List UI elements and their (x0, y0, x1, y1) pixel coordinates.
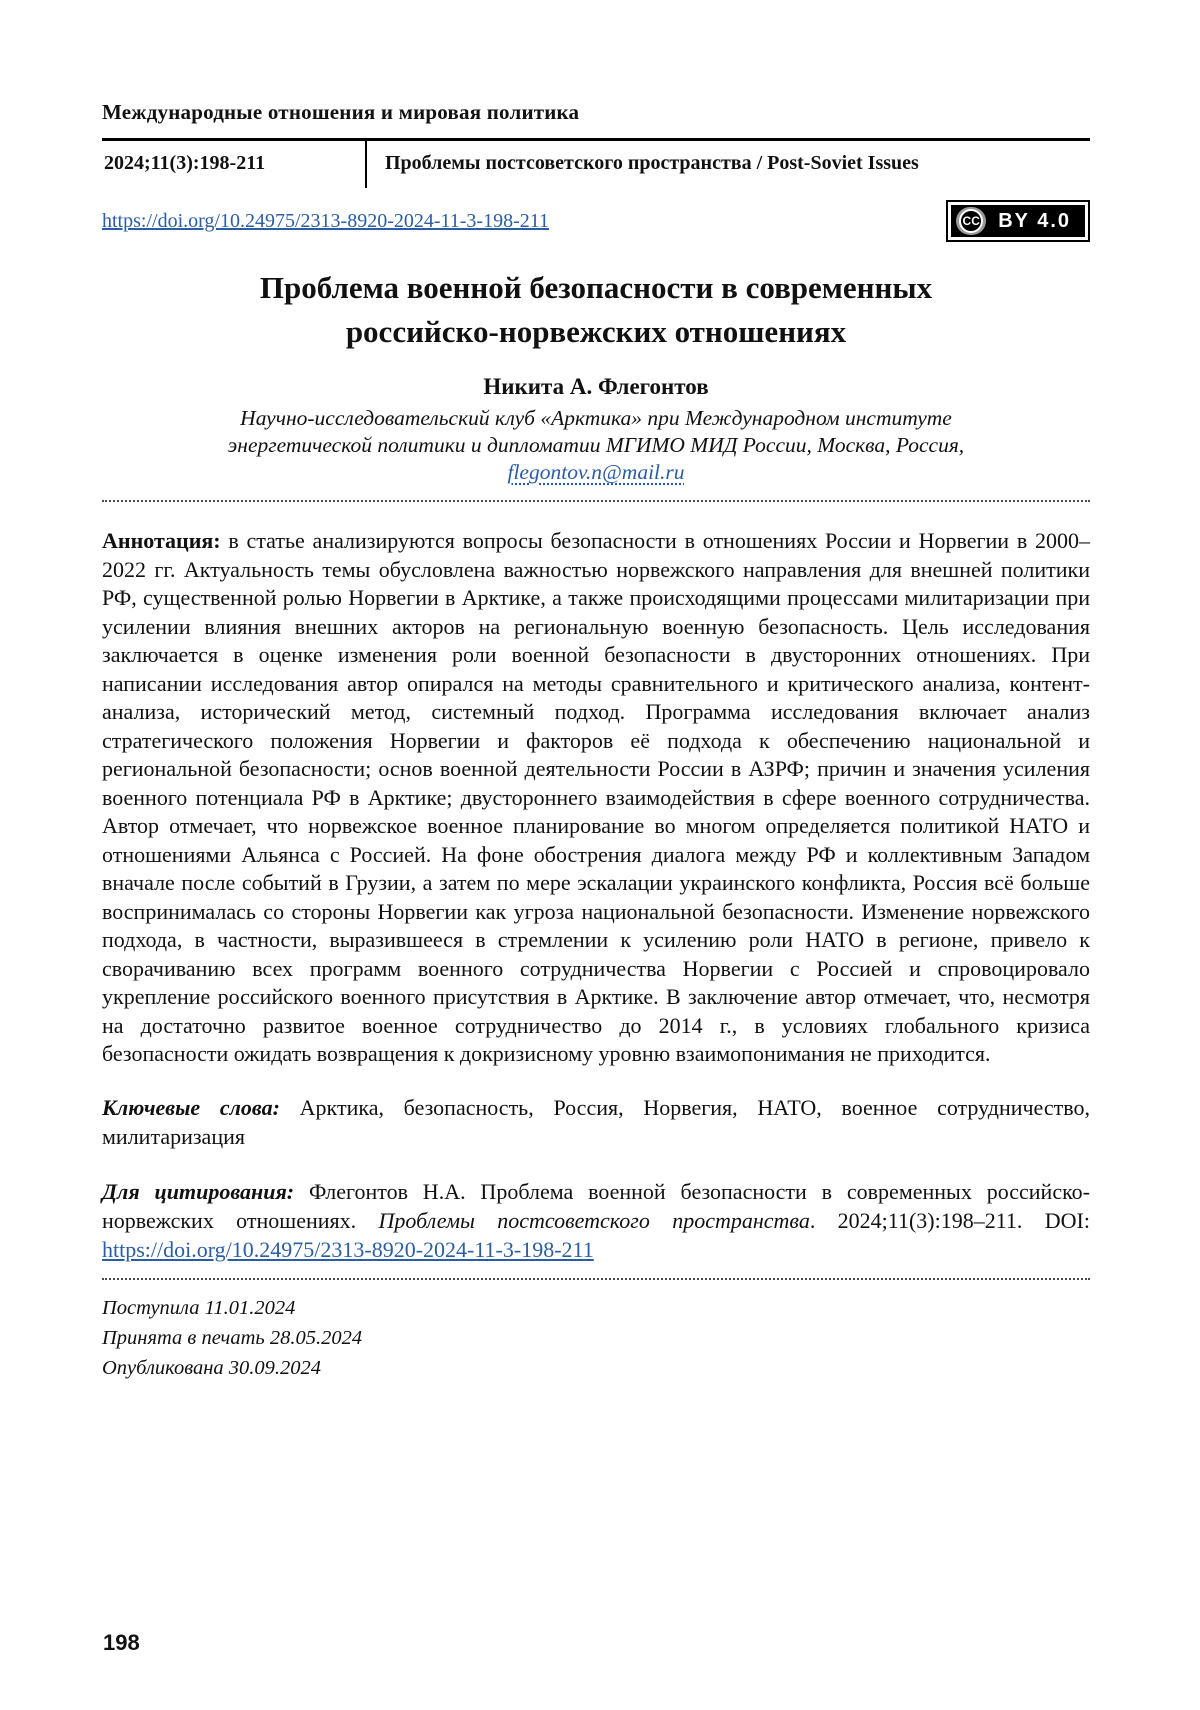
abstract-text: в статье анализируются вопросы безопасности в отношениях России и Норвегии в 2000–2022 гг. Актуальность темы обусловлена важностью норвежского направления для внешней политики РФ, существенной ролью Норвегии в Арктике, а также происходящими процессами милитаризации при усилении влияния внешних акторов на региональную военную безопасность. Цель исследования заключается в оценке изменения роли военной безопасности в двусторонних отношениях. При написании исследования автор опирался на методы сравнительного и критического анализа, контент-анализа, исторический метод, системный подход. Программа исследования включает анализ стратегического положения Норвегии и факторов её подхода к обеспечению национальной и региональной безопасности; основ военной деятельности России в АЗРФ; причин и значения усиления военного потенциала РФ в Арктике; двустороннего взаимодействия в сфере военного сотрудничества. Автор отмечает, что норвежское военное планирование во многом определяется политикой НАТО и отношениями Альянса с Россией. На фоне обострения диалога между РФ и коллективным Западом вначале после событий в Грузии, а затем по мере эскалации украинского конфликта, Россия всё больше воспринималась со стороны Норвегии как угроза национальной безопасности. Изменение норвежского подхода, в частности, выразившееся в стремлении к усилению роли НАТО в регионе, привело к сворачиванию всех программ военного сотрудничества Норвегии с Россией и спровоцировало укрепление российского военного присутствия в Арктике. В заключение автор отмечает, что, несмотря на достаточно развитое военное сотрудничество до 2014 г., в условиях глобального кризиса безопасности ожидать возвращения к докризисному уровню взаимопонимания не приходится. (102, 528, 1090, 1066)
abstract-paragraph (102, 527, 1090, 1069)
affiliation-line2: энергетической политики и дипломатии МГИМО МИД России, Москва, Россия, (227, 433, 965, 457)
keywords-label: Ключевые слова: (102, 1094, 280, 1120)
journal-header-row (102, 141, 1090, 188)
page-content (0, 100, 1200, 1383)
date-accepted: Принята в печать 28.05.2024 (102, 1326, 363, 1349)
author-email-line (102, 459, 1090, 486)
citation-label: Для цитирования: (102, 1178, 295, 1204)
article-title (102, 266, 1090, 354)
citation-journal-name: Проблемы постсоветского пространства (378, 1207, 810, 1233)
date-received: Поступила 11.01.2024 (102, 1296, 296, 1319)
dotted-separator-top (102, 500, 1090, 502)
page-number: 198 (103, 1630, 140, 1655)
keywords-paragraph (102, 1093, 1090, 1151)
citation-doi-link[interactable]: https://doi.org/10.24975/2313-8920-2024-11-3-198-211 (102, 1236, 594, 1262)
author-name: Никита А. Флегонтов (483, 374, 709, 399)
affiliation-line1: Научно-исследовательский клуб «Арктика» при Международном институте (240, 406, 952, 430)
article-dates (102, 1293, 1090, 1383)
journal-name: Проблемы постсоветского пространства / Post-Soviet Issues (365, 141, 1090, 188)
cc-icon: CC (956, 207, 986, 235)
issue-info: 2024;11(3):198-211 (104, 152, 266, 174)
article-title-line1: Проблема военной безопасности в современных (259, 270, 933, 305)
license-label: BY 4.0 (998, 209, 1071, 232)
article-title-line2: российско-норвежских отношениях (345, 314, 847, 349)
doi-link[interactable]: https://doi.org/10.24975/2313-8920-2024-11-3-198-211 (102, 209, 550, 232)
email-link[interactable]: flegontov.n@mail.ru (507, 460, 685, 484)
doi-row (102, 200, 1090, 242)
cc-by-license-badge[interactable] (946, 200, 1090, 242)
author-affiliation (102, 405, 1090, 459)
citation-text-2: . 2024;11(3):198–211. DOI: (809, 1207, 1090, 1233)
citation-text-1: Флегонтов Н.А. Проблема военной безопасности в современных российско-норвежских отношениях. (102, 1178, 1090, 1233)
section-title: Международные отношения и мировая политика (102, 100, 580, 124)
citation-paragraph (102, 1177, 1090, 1264)
abstract-label: Аннотация: (102, 528, 221, 553)
date-published: Опубликована 30.09.2024 (102, 1356, 322, 1379)
dotted-separator-bottom (102, 1278, 1090, 1280)
keywords-text: Арктика, безопасность, Россия, Норвегия, НАТО, военное сотрудничество, милитаризация (102, 1094, 1090, 1149)
